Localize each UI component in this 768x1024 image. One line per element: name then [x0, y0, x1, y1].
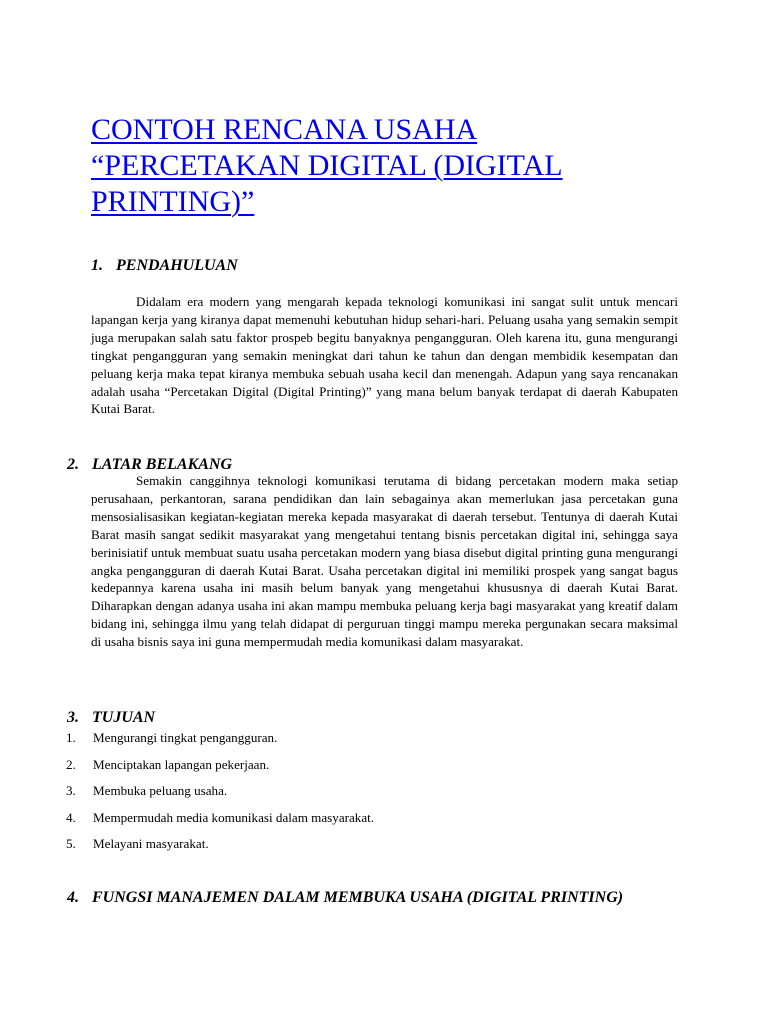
section-number: 2.	[67, 456, 79, 473]
section-heading-pendahuluan	[91, 256, 238, 276]
tujuan-list	[66, 729, 374, 862]
list-item	[66, 809, 374, 836]
list-item	[66, 835, 374, 862]
paragraph-text: Didalam era modern yang mengarah kepada teknologi komunikasi ini sangat sulit untuk mencari lapangan kerja yang kiranya dapat memenuhi kebutuhan hidup sehari-hari. Peluang usaha yang semakin sempit juga merupakan salah satu faktor prospeb begitu banyaknya pengangguran. Oleh karena itu, guna mengurangi tingkat pengangguran yang semakin meningkat dari tahun ke tahun dan dengan membidik kesempatan dan peluang kerja maka tepat kiranya membuka sebuah usaha kecil dan menengah. Adapun yang saya rencanakan adalah usaha “Percetakan Digital (Digital Printing)” yang mana belum banyak terdapat di daerah Kabupaten Kutai Barat.	[91, 294, 678, 417]
list-item-number: 2.	[66, 756, 76, 772]
title-line-3: PRINTING)”	[91, 185, 255, 218]
list-item-number: 4.	[66, 809, 76, 825]
title-line-1: CONTOH RENCANA USAHA	[91, 113, 478, 146]
list-item-text: Mengurangi tingkat pengangguran.	[93, 730, 278, 745]
section-number: 3.	[67, 709, 79, 726]
list-item-text: Membuka peluang usaha.	[93, 783, 228, 798]
document-title	[91, 112, 651, 220]
paragraph-pendahuluan	[91, 293, 678, 418]
list-item-text: Melayani masyarakat.	[93, 836, 209, 851]
section-heading-text: FUNGSI MANAJEMEN DALAM MEMBUKA USAHA (DIGITAL PRINTING)	[92, 889, 624, 906]
section-heading-text: TUJUAN	[92, 709, 156, 726]
title-line-2: “PERCETAKAN DIGITAL (DIGITAL	[91, 149, 563, 182]
list-item	[66, 756, 374, 783]
list-item-number: 3.	[66, 783, 76, 798]
section-heading-text: PENDAHULUAN	[116, 257, 238, 274]
list-item-number: 5.	[66, 836, 76, 851]
section-heading-tujuan	[67, 708, 155, 728]
paragraph-text: Semakin canggihnya teknologi komunikasi terutama di bidang percetakan modern maka setiap perusahaan, perkantoran, sarana pendidikan dan lain sebagainya akan memerlukan jasa percetakan guna mensosialisasikan kegiatan-kegiatan mereka kepada masyarakat di daerah tersebut. Tentunya di daerah Kutai Barat masih sangat sedikit masyarakat yang mengetahui tentang bisnis percetakan digital ini, sehingga saya berinisiatif untuk membuat suatu usaha percetakan modern yang biasa disebut digital printing guna mengurangi angka pengangguran di daerah Kutai Barat. Usaha percetakan digital ini memiliki prospek yang sangat bagus kedepannya karena usaha ini masih belum banyak yang mengetahui khususnya di daerah Kutai Barat. Diharapkan dengan adanya usaha ini akan mampu membuka peluang kerja bagi masyarakat yang kreatif dalam bidang ini, sehingga ilmu yang telah didapat di perguruan tinggi mampu mereka pergunakan secara maksimal di usaha bisnis saya ini guna mempermudah media komunikasi dalam masyarakat.	[91, 473, 678, 650]
list-item-number: 1.	[66, 730, 76, 745]
section-number: 1.	[91, 257, 103, 274]
paragraph-latar-belakang	[91, 472, 678, 651]
list-item	[66, 782, 374, 809]
list-item-text: Menciptakan lapangan pekerjaan.	[93, 756, 270, 772]
list-item-text: Mempermudah media komunikasi dalam masyarakat.	[93, 809, 375, 825]
section-number: 4.	[67, 889, 79, 906]
section-heading-text: LATAR BELAKANG	[92, 456, 233, 473]
section-heading-fungsi-manajemen	[67, 888, 623, 908]
list-item	[66, 729, 374, 756]
